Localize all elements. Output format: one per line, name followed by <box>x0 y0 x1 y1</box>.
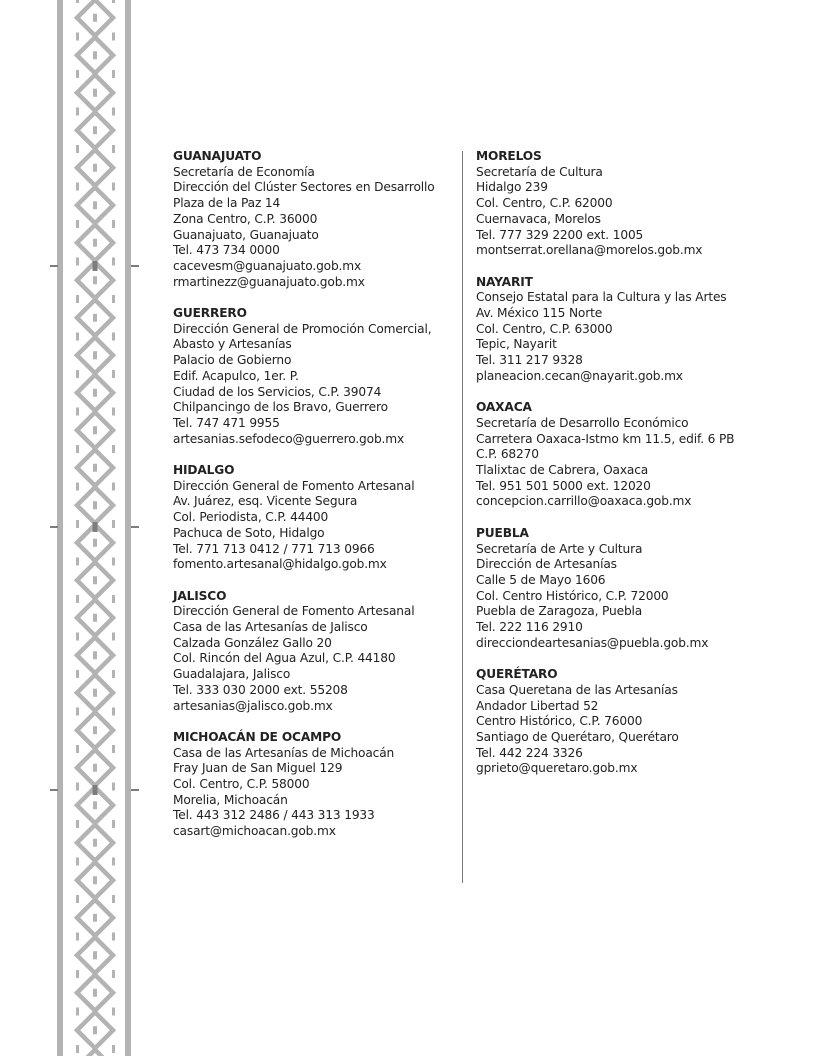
address-line: Col. Periodista, C.P. 44400 <box>173 510 329 525</box>
address-line: Andador Libertad 52 <box>476 698 599 713</box>
center-dash <box>93 726 97 734</box>
state-heading: MORELOS <box>476 149 542 163</box>
side-dash <box>112 933 115 941</box>
address-line: Calzada González Gallo 20 <box>173 635 332 650</box>
center-dash <box>93 839 97 847</box>
address-line: Ciudad de los Servicios, C.P. 39074 <box>173 384 382 399</box>
phone-number: Tel. 951 501 5000 ext. 12020 <box>476 478 651 493</box>
state-heading: PUEBLA <box>476 525 529 540</box>
email-address: cacevesm@guanajuato.gob.mx <box>173 258 362 273</box>
address-line: Secretaría de Cultura <box>476 164 603 179</box>
center-dash <box>93 989 97 997</box>
center-dash <box>93 689 97 697</box>
side-dash <box>112 295 115 303</box>
email-address: direcciondeartesanias@puebla.gob.mx <box>476 635 709 650</box>
side-dash <box>76 220 79 228</box>
address-line: Hidalgo 239 <box>476 180 548 195</box>
phone-number: Tel. 311 217 9328 <box>476 353 583 368</box>
center-dash <box>93 1026 97 1034</box>
directory-entry <box>173 149 458 290</box>
state-heading: QUERÉTARO <box>476 667 558 682</box>
side-dash <box>76 295 79 303</box>
address-line: Av. Juárez, esq. Vicente Segura <box>173 494 358 509</box>
marker-tick <box>50 789 58 791</box>
address-line: Casa Queretana de las Artesanías <box>476 682 678 697</box>
address-line: Abasto y Artesanías <box>173 337 292 352</box>
side-dash <box>76 108 79 116</box>
address-line: Casa de las Artesanías de Jalisco <box>173 620 368 635</box>
side-dash <box>112 258 115 266</box>
email-address: artesanias@jalisco.gob.mx <box>173 698 333 713</box>
side-dash <box>112 858 115 866</box>
side-dash <box>76 1045 79 1053</box>
side-dash <box>76 858 79 866</box>
email-address: casart@michoacan.gob.mx <box>173 824 336 839</box>
marker-tick <box>50 265 58 267</box>
directory-entry <box>173 730 458 840</box>
state-heading: HIDALGO <box>173 463 235 478</box>
side-dash <box>112 595 115 603</box>
address-line: Chilpancingo de los Bravo, Guerrero <box>173 400 388 415</box>
side-dash <box>112 633 115 641</box>
directory-entry <box>173 463 458 573</box>
side-dash <box>76 633 79 641</box>
phone-number: Tel. 443 312 2486 / 443 313 1933 <box>173 808 375 823</box>
phone-number: Tel. 442 224 3326 <box>476 745 583 760</box>
side-dash <box>76 145 79 153</box>
center-dash <box>93 651 97 659</box>
side-dash <box>76 1008 79 1016</box>
center-dash <box>93 389 97 397</box>
directory-entry <box>476 275 766 385</box>
address-line: Dirección del Clúster Sectores en Desarrollo <box>173 180 435 195</box>
address-line: Palacio de Gobierno <box>173 353 292 368</box>
side-dash <box>76 483 79 491</box>
marker-tick <box>131 789 139 791</box>
phone-number: Tel. 747 471 9955 <box>173 415 280 430</box>
side-dash <box>76 708 79 716</box>
side-dash <box>76 933 79 941</box>
side-dash <box>76 820 79 828</box>
side-dash <box>76 0 79 3</box>
side-dash <box>112 783 115 791</box>
center-dash <box>93 876 97 884</box>
phone-number: Tel. 777 329 2200 ext. 1005 <box>476 227 644 242</box>
side-dash <box>112 483 115 491</box>
side-dash <box>112 445 115 453</box>
side-dash <box>112 33 115 41</box>
side-dash <box>112 670 115 678</box>
address-line: Col. Centro, C.P. 63000 <box>476 321 613 336</box>
side-dash <box>112 145 115 153</box>
marker-dash <box>93 261 98 271</box>
center-dash <box>93 951 97 959</box>
center-dash <box>93 464 97 472</box>
marker-dash <box>93 785 98 795</box>
state-heading: MICHOACÁN DE OCAMPO <box>173 729 342 744</box>
address-line: C.P. 68270 <box>476 447 539 462</box>
center-dash <box>93 614 97 622</box>
side-dash <box>112 820 115 828</box>
center-dash <box>93 764 97 772</box>
center-dash <box>93 239 97 247</box>
side-dash <box>76 670 79 678</box>
state-heading: GUERRERO <box>173 306 247 321</box>
directory-column-right <box>476 149 766 793</box>
side-dash <box>112 70 115 78</box>
side-dash <box>112 558 115 566</box>
side-dash <box>76 333 79 341</box>
address-line: Santiago de Querétaro, Querétaro <box>476 729 679 744</box>
directory-entry <box>476 526 766 652</box>
address-line: Dirección General de Fomento Artesanal <box>173 478 415 493</box>
side-dash <box>112 745 115 753</box>
state-heading: OAXACA <box>476 400 532 415</box>
center-dash <box>93 126 97 134</box>
side-dash <box>76 520 79 528</box>
side-dash <box>112 708 115 716</box>
directory-entry <box>476 149 766 259</box>
address-line: Centro Histórico, C.P. 76000 <box>476 714 643 729</box>
email-address: planeacion.cecan@nayarit.gob.mx <box>476 368 683 383</box>
center-dash <box>93 89 97 97</box>
address-line: Carretera Oaxaca-Istmo km 11.5, edif. 6 PB <box>476 431 735 446</box>
email-address: concepcion.carrillo@oaxaca.gob.mx <box>476 494 692 509</box>
address-line: Guadalajara, Jalisco <box>173 667 291 682</box>
side-dash <box>76 745 79 753</box>
address-line: Secretaría de Economía <box>173 164 315 179</box>
side-dash <box>112 220 115 228</box>
address-line: Guanajuato, Guanajuato <box>173 227 319 242</box>
email-address: rmartinezz@guanajuato.gob.mx <box>173 274 365 289</box>
email-address: fomento.artesanal@hidalgo.gob.mx <box>173 557 387 572</box>
center-dash <box>93 314 97 322</box>
side-dash <box>112 408 115 416</box>
side-dash <box>76 970 79 978</box>
state-heading: NAYARIT <box>476 274 533 289</box>
address-line: Casa de las Artesanías de Michoacán <box>173 745 395 760</box>
address-line: Cuernavaca, Morelos <box>476 211 601 226</box>
address-line: Dirección General de Promoción Comercial, <box>173 321 432 336</box>
address-line: Secretaría de Desarrollo Económico <box>476 415 689 430</box>
side-dash <box>76 445 79 453</box>
directory-column-left <box>173 149 458 856</box>
address-line: Morelia, Michoacán <box>173 792 288 807</box>
directory-entry <box>173 306 458 447</box>
address-line: Zona Centro, C.P. 36000 <box>173 211 318 226</box>
directory-entry <box>476 400 766 510</box>
center-dash <box>93 14 97 22</box>
phone-number: Tel. 222 116 2910 <box>476 620 583 635</box>
marker-dash <box>93 522 98 532</box>
address-line: Tlalixtac de Cabrera, Oaxaca <box>476 463 649 478</box>
phone-number: Tel. 473 734 0000 <box>173 243 280 258</box>
address-line: Col. Rincón del Agua Azul, C.P. 44180 <box>173 651 396 666</box>
side-dash <box>112 333 115 341</box>
side-dash <box>112 1008 115 1016</box>
address-line: Pachuca de Soto, Hidalgo <box>173 525 325 540</box>
side-dash <box>112 183 115 191</box>
side-dash <box>76 258 79 266</box>
diamond-shape <box>77 1050 113 1056</box>
column-divider <box>462 151 463 883</box>
phone-number: Tel. 333 030 2000 ext. 55208 <box>173 682 348 697</box>
address-line: Edif. Acapulco, 1er. P. <box>173 368 299 383</box>
side-dash <box>112 1045 115 1053</box>
side-dash <box>76 558 79 566</box>
side-dash <box>76 783 79 791</box>
address-line: Consejo Estatal para la Cultura y las Artes <box>476 290 727 305</box>
center-dash <box>93 576 97 584</box>
side-dash <box>112 108 115 116</box>
center-dash <box>93 51 97 59</box>
side-dash <box>112 970 115 978</box>
side-dash <box>76 370 79 378</box>
center-dash <box>93 164 97 172</box>
marker-tick <box>50 526 58 528</box>
directory-entry <box>476 667 766 777</box>
side-dash <box>76 70 79 78</box>
address-line: Puebla de Zaragoza, Puebla <box>476 604 643 619</box>
email-address: gprieto@queretaro.gob.mx <box>476 761 638 776</box>
email-address: artesanias.sefodeco@guerrero.gob.mx <box>173 431 405 446</box>
center-dash <box>93 276 97 284</box>
address-line: Dirección General de Fomento Artesanal <box>173 604 415 619</box>
address-line: Col. Centro, C.P. 62000 <box>476 196 613 211</box>
center-dash <box>93 801 97 809</box>
side-dash <box>112 370 115 378</box>
side-dash <box>76 33 79 41</box>
address-line: Col. Centro, C.P. 58000 <box>173 777 310 792</box>
side-dash <box>76 895 79 903</box>
address-line: Calle 5 de Mayo 1606 <box>476 572 606 587</box>
address-line: Secretaría de Arte y Cultura <box>476 541 643 556</box>
address-line: Dirección de Artesanías <box>476 557 617 572</box>
address-line: Plaza de la Paz 14 <box>173 196 281 211</box>
address-line: Fray Juan de San Miguel 129 <box>173 761 343 776</box>
email-address: montserrat.orellana@morelos.gob.mx <box>476 243 703 258</box>
state-heading: JALISCO <box>173 588 227 603</box>
marker-tick <box>131 265 139 267</box>
center-dash <box>93 351 97 359</box>
side-dash <box>76 408 79 416</box>
phone-number: Tel. 771 713 0412 / 771 713 0966 <box>173 541 375 556</box>
decorative-border-pattern <box>50 0 140 1056</box>
directory-entry <box>173 589 458 715</box>
border-right-bar <box>125 0 131 1056</box>
address-line: Tepic, Nayarit <box>476 337 557 352</box>
address-line: Av. México 115 Norte <box>476 306 603 321</box>
center-dash <box>93 201 97 209</box>
side-dash <box>112 895 115 903</box>
center-dash <box>93 501 97 509</box>
side-dash <box>112 520 115 528</box>
center-dash <box>93 426 97 434</box>
center-dash <box>93 539 97 547</box>
marker-tick <box>131 526 139 528</box>
side-dash <box>76 183 79 191</box>
center-dash <box>93 914 97 922</box>
address-line: Col. Centro Histórico, C.P. 72000 <box>476 588 669 603</box>
state-heading: GUANAJUATO <box>173 149 262 163</box>
side-dash <box>112 0 115 3</box>
side-dash <box>76 595 79 603</box>
